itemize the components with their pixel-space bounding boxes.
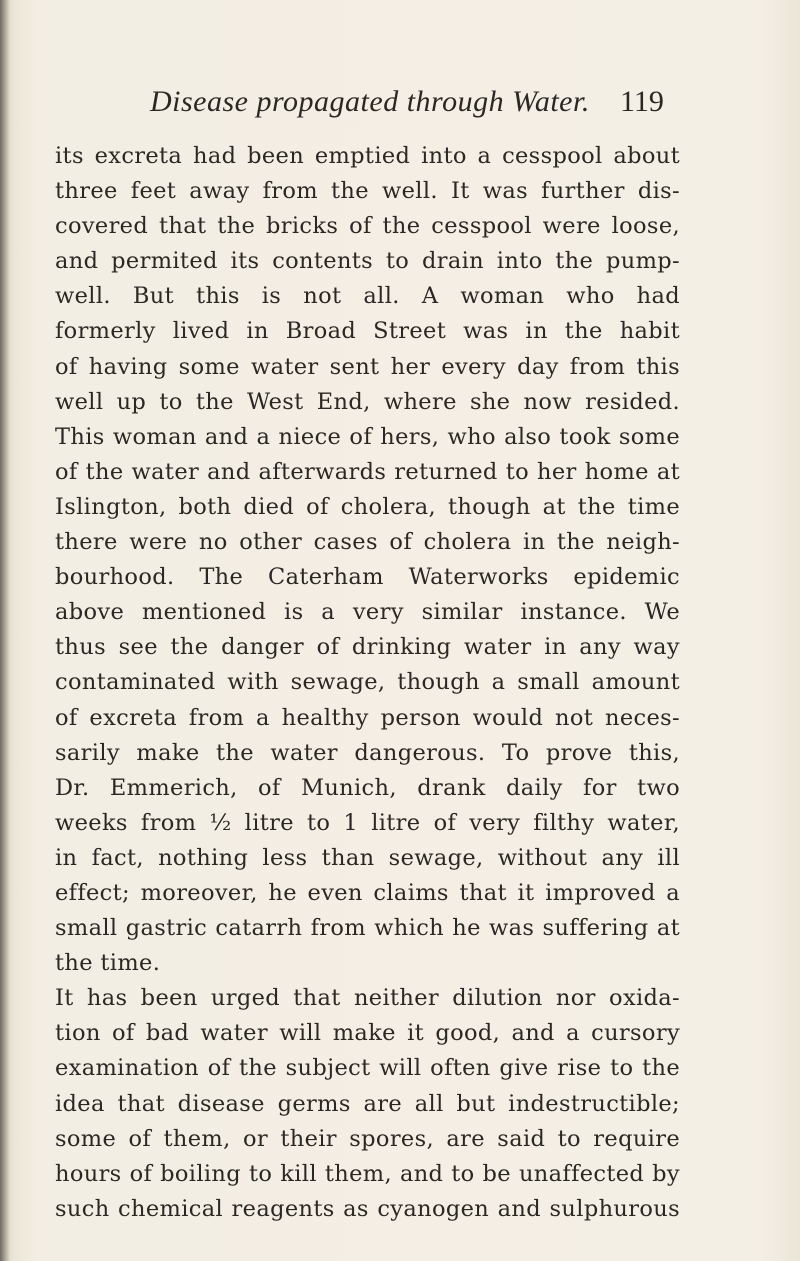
text-line: in fact, nothing less than sewage, without any ill bbox=[55, 844, 680, 871]
text-line: some of them, or their spores, are said to require bbox=[55, 1125, 680, 1152]
text-line: well up to the West End, where she now resided. bbox=[55, 388, 680, 415]
text-line: thus see the danger of drinking water in any way bbox=[55, 634, 680, 661]
text-line: there were no other cases of cholera in the neigh- bbox=[55, 529, 680, 556]
body-text bbox=[55, 139, 680, 1227]
text-line: its excreta had been emptied into a cesspool about bbox=[55, 143, 680, 169]
text-line: This woman and a niece of hers, who also took some bbox=[55, 423, 680, 450]
text-line: effect; moreover, he even claims that it improved a bbox=[55, 879, 680, 906]
text-line: Islington, both died of cholera, though at the time bbox=[55, 493, 680, 520]
text-line: such chemical reagents as cyanogen and sulphurous bbox=[55, 1195, 680, 1222]
text-line: examination of the subject will often give rise to the bbox=[55, 1055, 680, 1082]
text-line: bourhood. The Caterham Waterworks epidemic bbox=[55, 564, 680, 591]
text-line: tion of bad water will make it good, and a cursory bbox=[55, 1020, 680, 1047]
text-line: contaminated with sewage, though a small amount bbox=[55, 669, 680, 696]
text-line: hours of boiling to kill them, and to be unaffected by bbox=[55, 1160, 680, 1187]
text-line: covered that the bricks of the cesspool were loose, bbox=[55, 213, 680, 240]
text-line: sarily make the water dangerous. To prove this, bbox=[55, 739, 680, 766]
text-line: and permited its contents to drain into the pump- bbox=[55, 248, 680, 275]
page-gutter bbox=[0, 0, 10, 1261]
page-number: 119 bbox=[620, 85, 664, 118]
text-line: of the water and afterwards returned to her home at bbox=[55, 458, 680, 485]
text-line: formerly lived in Broad Street was in the habit bbox=[55, 318, 680, 345]
text-line: small gastric catarrh from which he was suffering at bbox=[55, 915, 680, 942]
text-line: It has been urged that neither dilution nor oxida- bbox=[55, 985, 680, 1012]
text-line: weeks from ½ litre to 1 litre of very filthy water, bbox=[55, 809, 680, 836]
text-line: of having some water sent her every day from this bbox=[55, 353, 680, 380]
text-line: above mentioned is a very similar instance. We bbox=[55, 599, 680, 626]
text-line: three feet away from the well. It was further dis- bbox=[55, 178, 680, 205]
running-title: Disease propagated through Water. bbox=[150, 85, 590, 118]
running-head bbox=[150, 82, 710, 130]
text-line: idea that disease germs are all but indestructible; bbox=[55, 1090, 680, 1117]
text-line: well. But this is not all. A woman who had bbox=[55, 283, 680, 310]
text-line: the time. bbox=[55, 950, 161, 977]
text-line: of excreta from a healthy person would not neces- bbox=[55, 704, 680, 731]
text-line: Dr. Emmerich, of Munich, drank daily for two bbox=[55, 774, 680, 801]
